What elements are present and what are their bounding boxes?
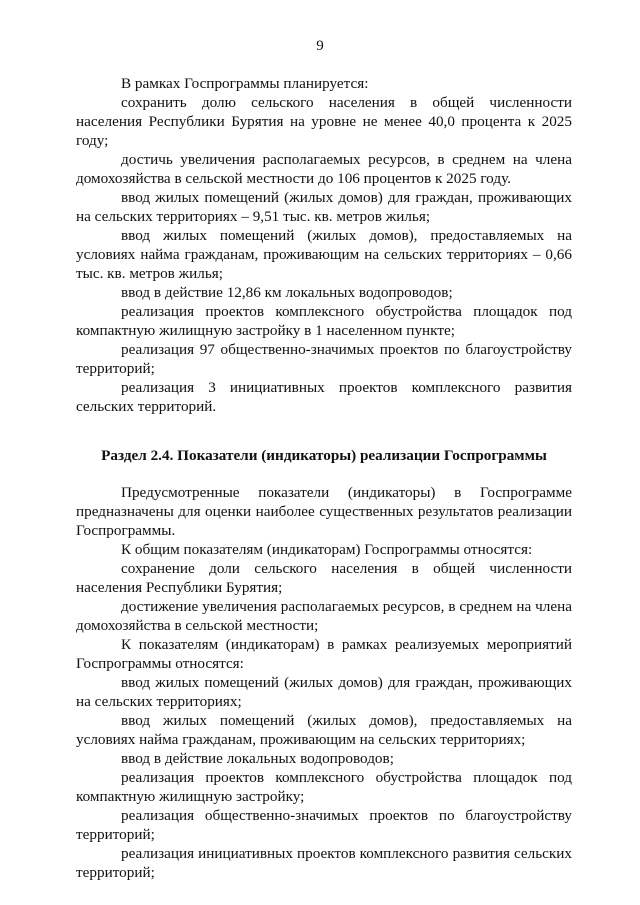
paragraph: реализация инициативных проектов комплексного развития сельских территорий; [76,845,572,881]
section-indicators [76,483,572,882]
paragraph: ввод жилых помещений (жилых домов), предоставляемых на условиях найма гражданам, проживающим на сельских территориях; [76,712,572,748]
section-plans [76,74,572,416]
paragraph: ввод жилых помещений (жилых домов) для граждан, проживающих на сельских территориях – 9,51 тыс. кв. метров жилья; [76,189,572,225]
page-number: 9 [316,38,324,54]
paragraph: К общим показателям (индикаторам) Госпрограммы относятся: [121,541,533,558]
paragraph: достичь увеличения располагаемых ресурсов, в среднем на члена домохозяйства в сельской местности до 106 процентов к 2025 году. [76,151,572,187]
paragraph: ввод жилых помещений (жилых домов) для граждан, проживающих на сельских территориях; [76,674,572,710]
section-heading: Раздел 2.4. Показатели (индикаторы) реализации Госпрограммы [101,447,547,464]
paragraph: К показателям (индикаторам) в рамках реализуемых мероприятий Госпрограммы относятся: [76,636,572,672]
paragraph: реализация общественно-значимых проектов по благоустройству территорий; [76,807,572,843]
paragraph: ввод жилых помещений (жилых домов), предоставляемых на условиях найма гражданам, проживающим на сельских территориях – 0,66 тыс. кв. метров жилья; [76,227,572,282]
paragraph: Предусмотренные показатели (индикаторы) в Госпрограмме предназначены для оценки наиболее существенных результатов реализации Госпрограммы. [76,484,572,539]
paragraph: реализация 97 общественно-значимых проектов по благоустройству территорий; [76,341,572,377]
paragraph: сохранение доли сельского населения в общей численности населения Республики Бурятия; [76,560,572,596]
paragraph: реализация проектов комплексного обустройства площадок под компактную жилищную застройку в 1 населенном пункте; [76,303,572,339]
paragraph: реализация проектов комплексного обустройства площадок под компактную жилищную застройку; [76,769,572,805]
paragraph: реализация 3 инициативных проектов комплексного развития сельских территорий. [76,379,572,415]
paragraph: В рамках Госпрограммы планируется: [121,75,369,92]
paragraph: достижение увеличения располагаемых ресурсов, в среднем на члена домохозяйства в сельской местности; [76,598,572,634]
paragraph: сохранить долю сельского населения в общей численности населения Республики Бурятия на уровне не менее 40,0 процента к 2025 году; [76,94,572,149]
paragraph: ввод в действие 12,86 км локальных водопроводов; [121,284,453,301]
paragraph: ввод в действие локальных водопроводов; [121,750,394,767]
